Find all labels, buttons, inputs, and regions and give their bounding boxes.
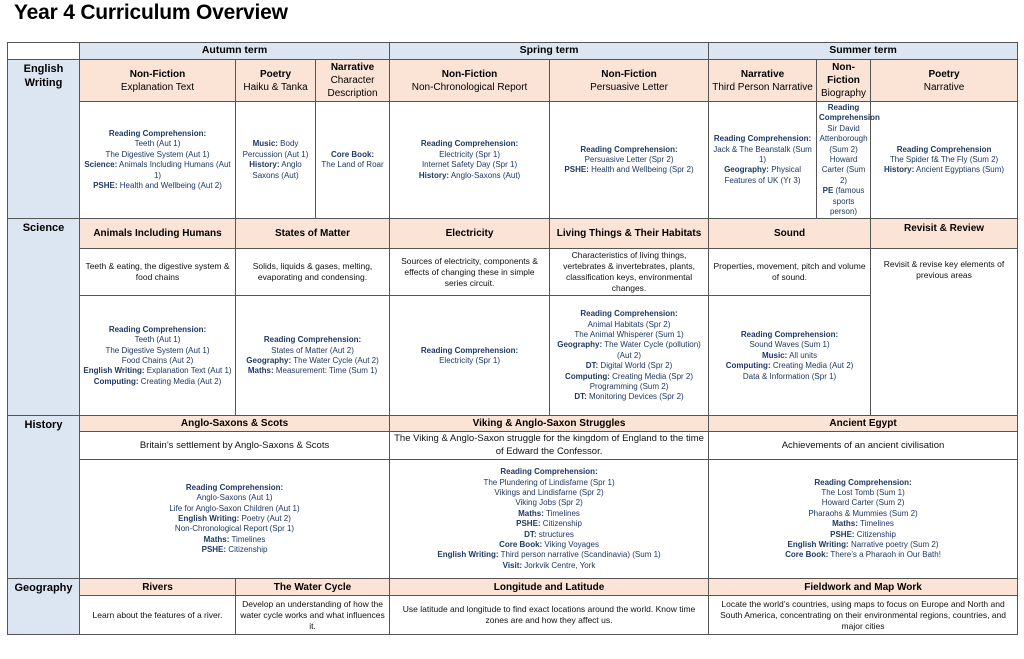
link-line: Geography: Physical Features of UK (Yr 3) [724, 165, 801, 185]
science-unit: Revisit & Review [871, 219, 1018, 249]
link-line: The Digestive System (Aut 1) [105, 149, 210, 159]
geography-unit: Rivers [80, 579, 236, 596]
link-line: States of Matter (Aut 2) [271, 345, 354, 355]
link-line: PSHE: Citizenship [516, 519, 582, 529]
history-description: Achievements of an ancient civilisation [709, 432, 1018, 460]
link-line: Howard Carter (Sum 2) [821, 498, 905, 508]
english-unit: Non-Fiction Biography [817, 60, 871, 102]
link-line: DT: Monitoring Devices (Spr 2) [574, 392, 684, 402]
geography-description: Use latitude and longitude to find exact locations around the world. Know time zones are and how they affect us. [390, 596, 709, 635]
history-unit: Ancient Egypt [709, 416, 1018, 432]
history-links [709, 460, 1018, 579]
link-line: English Writing: Third person narrative (Scandinavia) (Sum 1) [437, 550, 661, 560]
link-line: History: Anglo Saxons (Aut) [249, 160, 302, 180]
history-description: Britain’s settlement by Anglo-Saxons & Scots [80, 432, 390, 460]
science-links [550, 296, 709, 416]
link-line: The Spider f& The Fly (Sum 2) [889, 154, 999, 164]
english-links [80, 102, 236, 219]
term-spring: Spring term [390, 43, 709, 60]
link-line: The Lost Tomb (Sum 1) [821, 488, 905, 497]
link-line: Reading Comprehension: [580, 144, 678, 154]
english-links [817, 102, 880, 219]
link-line: Reading Comprehension: [108, 324, 207, 334]
english-links [236, 102, 316, 219]
link-line: Reading Comprehension: [740, 330, 839, 339]
science-links [390, 296, 550, 416]
science-unit: Animals Including Humans [80, 219, 236, 249]
link-line: Howard Carter (Sum 2) [821, 154, 866, 185]
science-unit: States of Matter [236, 219, 390, 249]
link-line: Food Chains (Aut 2) [121, 355, 194, 365]
link-line: DT: structures [524, 529, 574, 539]
link-line: Anglo-Saxons (Aut 1) [196, 493, 273, 503]
link-line: Music: All units [761, 350, 818, 360]
link-line: Maths: Timelines [518, 508, 580, 518]
link-line: Visit: Jorkvik Centre, York [502, 560, 596, 570]
geography-unit: The Water Cycle [236, 579, 390, 596]
english-unit: Non-Fiction Persuasive Letter [550, 60, 709, 102]
link-line: Internet Safety Day (Spr 1) [421, 160, 518, 170]
geography-description: Learn about the features of a river. [80, 596, 236, 635]
link-line: DT: Digital World (Spr 2) [585, 361, 673, 371]
link-line: The Animal Whisperer (Sum 1) [574, 330, 684, 339]
english-unit: Poetry Haiku & Tanka [236, 60, 316, 102]
geography-description: Develop an understanding of how the water cycle works and what influences it. [236, 596, 390, 635]
link-line: Maths: Timelines [832, 519, 894, 529]
link-line: Science: Animals Including Humans (Aut 1) [84, 160, 231, 180]
subject-english: English Writing [8, 60, 80, 219]
subject-science: Science [8, 219, 80, 416]
link-line: English Writing: Poetry (Aut 2) [178, 513, 291, 523]
link-line: Pharaohs & Mummies (Sum 2) [808, 508, 918, 518]
english-links [316, 102, 390, 219]
link-line: Persuasive Letter (Spr 2) [584, 154, 674, 164]
link-line: Maths: Timelines [203, 534, 266, 544]
geography-description: Locate the world’s countries, using maps to focus on Europe and North and South America, concentrating on their environmental regions, countries, and major cities [709, 596, 1018, 635]
link-line: Non-Chronological Report (Spr 1) [174, 524, 295, 534]
link-line: PSHE: Health and Wellbeing (Spr 2) [564, 165, 694, 175]
science-unit: Living Things & Their Habitats [550, 219, 709, 249]
link-line: Animal Habitats (Spr 2) [587, 319, 671, 329]
history-links [390, 460, 709, 579]
link-line: Teeth (Aut 1) [134, 335, 181, 345]
link-line: History: Ancient Egyptians (Sum) [884, 165, 1005, 175]
link-line: Music: Body Percussion (Aut 1) [242, 139, 309, 159]
link-line: Core Book: There’s a Pharaoh in Our Bath! [785, 550, 941, 560]
english-unit: Non-Fiction Non-Chronological Report [390, 60, 550, 102]
link-line: Reading Comprehension: [814, 477, 912, 487]
term-summer: Summer term [709, 43, 1018, 60]
science-description: Solids, liquids & gases, melting, evaporating and condensing. [236, 249, 390, 296]
english-unit: Narrative Character Description [316, 60, 390, 102]
subject-geography: Geography [8, 579, 80, 635]
link-line: English Writing: Narrative poetry (Sum 2) [787, 539, 939, 549]
link-line: Jack & The Beanstalk (Sum 1) [713, 144, 812, 164]
link-line: Reading Comprehension [896, 144, 992, 154]
corner-cell [8, 43, 80, 60]
link-line: Core Book: [330, 149, 375, 159]
link-line: Data & Information (Spr 1) [742, 371, 837, 381]
link-line: Reading Comprehension: [420, 139, 519, 149]
science-links [709, 296, 871, 416]
english-links [550, 102, 709, 219]
science-description: Characteristics of living things, vertebrates & invertebrates, plants, classification keys, environmental changes. [550, 249, 709, 296]
link-line: Geography: The Water Cycle (pollution) (Aut 2) [557, 340, 701, 360]
history-unit: Anglo-Saxons & Scots [80, 416, 390, 432]
link-line: History: Anglo-Saxons (Aut) [418, 170, 521, 180]
link-line: Reading Comprehension: [263, 335, 362, 345]
geography-unit: Longitude and Latitude [390, 579, 709, 596]
link-line: PE (famous sports person) [822, 186, 865, 216]
history-description: The Viking & Anglo-Saxon struggle for the kingdom of England to the time of Edward the Confessor. [390, 432, 709, 460]
english-unit: Narrative Third Person Narrative [709, 60, 817, 102]
link-line: Vikings and Lindisfarne (Spr 2) [494, 488, 604, 497]
link-line: Geography: The Water Cycle (Aut 2) [246, 355, 379, 365]
term-autumn: Autumn term [80, 43, 390, 60]
history-links [80, 460, 390, 579]
link-line: Reading Comprehension: [420, 345, 519, 355]
link-line: Reading Comprehension: [185, 482, 284, 492]
english-links [871, 102, 1018, 219]
link-line: Core Book: Viking Voyages [499, 539, 599, 549]
link-line: The Land of Roar [321, 160, 384, 170]
link-line: Electricity (Spr 1) [439, 149, 500, 159]
link-line: PSHE: Citizenship [201, 545, 268, 555]
science-description: Revisit & revise key elements of previous areas [871, 249, 1018, 416]
science-description: Teeth & eating, the digestive system & food chains [80, 249, 236, 296]
science-unit: Sound [709, 219, 871, 249]
science-description: Sources of electricity, components & effects of changing these in simple series circuit. [390, 249, 550, 296]
science-description: Properties, movement, pitch and volume of sound. [709, 249, 871, 296]
link-line: English Writing: Explanation Text (Aut 1) [83, 366, 232, 376]
link-line: Programming (Sum 2) [589, 381, 669, 391]
link-line: Computing: Creating Media (Spr 2) [565, 371, 694, 381]
page-title: Year 4 Curriculum Overview [14, 1, 288, 24]
english-unit: Poetry Narrative [871, 60, 1018, 102]
english-links [709, 102, 817, 219]
link-line: The Digestive System (Aut 1) [105, 345, 210, 355]
link-line: Electricity (Spr 1) [439, 355, 500, 365]
science-links [80, 296, 236, 416]
link-line: Reading Comprehension: [500, 467, 598, 477]
link-line: Sir David Attenborough (Sum 2) [819, 123, 868, 154]
curriculum-table [7, 42, 1018, 635]
link-line: Sound Waves (Sum 1) [749, 340, 830, 350]
link-line: Viking Jobs (Spr 2) [515, 498, 583, 508]
link-line: Reading Comprehension: [108, 128, 207, 138]
science-unit: Electricity [390, 219, 550, 249]
link-line: Maths: Measurement: Time (Sum 1) [247, 366, 378, 376]
link-line: Teeth (Aut 1) [134, 139, 181, 149]
link-line: Reading Comprehension: [580, 309, 678, 319]
science-links [236, 296, 390, 416]
english-links [390, 102, 550, 219]
english-unit: Non-Fiction Explanation Text [80, 60, 236, 102]
link-line: PSHE: Health and Wellbeing (Aut 2) [93, 180, 222, 190]
link-line: PSHE: Citizenship [830, 529, 896, 539]
subject-history: History [8, 416, 80, 579]
history-unit: Viking & Anglo-Saxon Struggles [390, 416, 709, 432]
geography-unit: Fieldwork and Map Work [709, 579, 1018, 596]
link-line: Computing: Creating Media (Aut 2) [93, 376, 222, 386]
link-line: Reading Comprehension: [713, 134, 812, 144]
link-line: Computing: Creating Media (Aut 2) [725, 361, 854, 371]
link-line: The Plundering of Lindisfarne (Spr 1) [483, 477, 615, 487]
link-line: Reading Comprehension [819, 103, 880, 123]
link-line: Life for Anglo-Saxon Children (Aut 1) [169, 503, 300, 513]
